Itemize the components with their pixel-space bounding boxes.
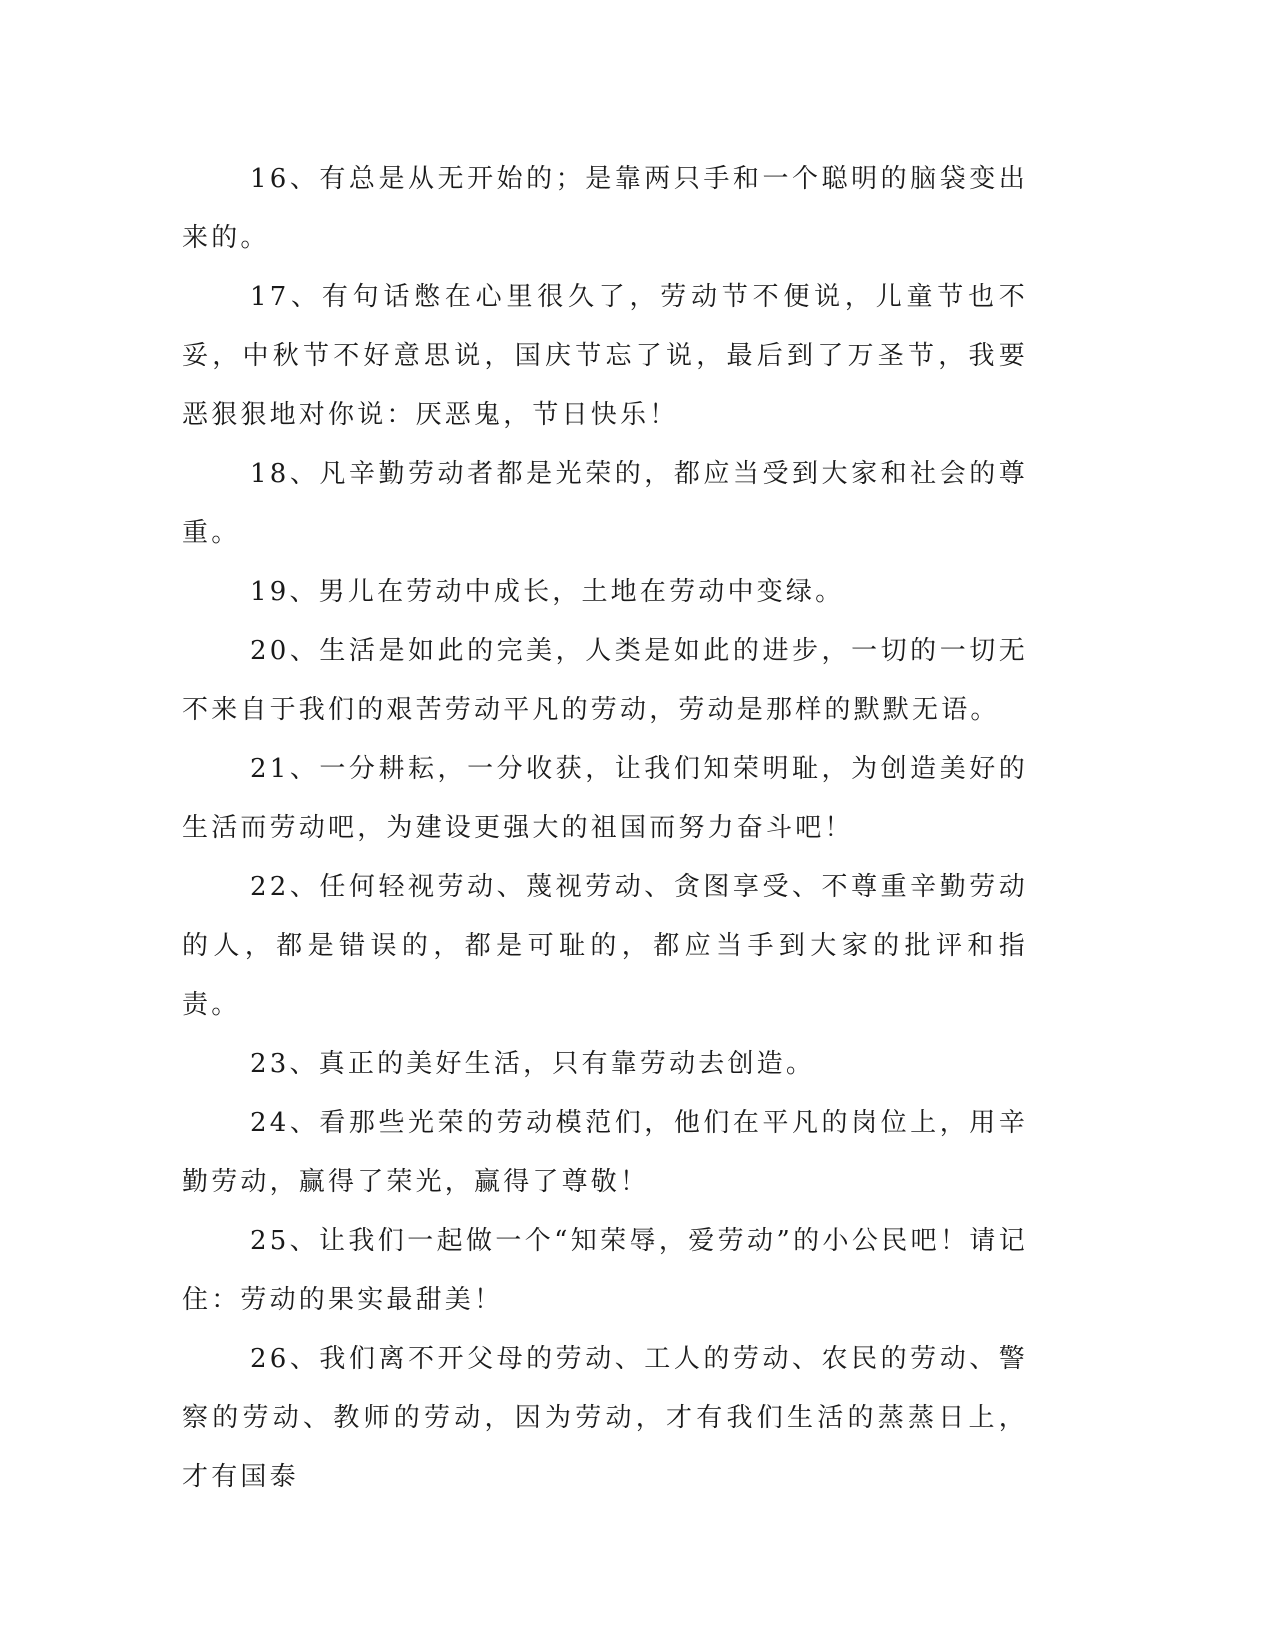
paragraph-21: 21、一分耕耘，一分收获，让我们知荣明耻，为创造美好的生活而劳动吧，为建设更强大的祖国而努力奋斗吧！	[182, 754, 1028, 843]
paragraph-26: 26、我们离不开父母的劳动、工人的劳动、农民的劳动、警察的劳动、教师的劳动，因为劳动，才有我们生活的蒸蒸日上，才有国泰	[182, 1344, 1028, 1492]
body-text	[182, 150, 1028, 1507]
paragraph-20: 20、生活是如此的完美，人类是如此的进步，一切的一切无不来自于我们的艰苦劳动平凡的劳动，劳动是那样的默默无语。	[182, 636, 1028, 725]
paragraph-22: 22、任何轻视劳动、蔑视劳动、贪图享受、不尊重辛勤劳动的人，都是错误的，都是可耻的，都应当手到大家的批评和指责。	[182, 872, 1028, 1020]
paragraph-17: 17、有句话憋在心里很久了，劳动节不便说，儿童节也不妥，中秋节不好意思说，国庆节忘了说，最后到了万圣节，我要恶狠狠地对你说：厌恶鬼，节日快乐！	[182, 282, 1028, 430]
paragraph-16: 16、有总是从无开始的；是靠两只手和一个聪明的脑袋变出来的。	[182, 164, 1028, 253]
paragraph-18: 18、凡辛勤劳动者都是光荣的，都应当受到大家和社会的尊重。	[182, 459, 1028, 548]
paragraph-25: 25、让我们一起做一个“知荣辱，爱劳动”的小公民吧！请记住：劳动的果实最甜美！	[182, 1226, 1028, 1315]
paragraph-19: 19、男儿在劳动中成长，土地在劳动中变绿。	[250, 577, 845, 607]
paragraph-23: 23、真正的美好生活，只有靠劳动去创造。	[250, 1049, 816, 1079]
paragraph-24: 24、看那些光荣的劳动模范们，他们在平凡的岗位上，用辛勤劳动，赢得了荣光，赢得了尊敬！	[182, 1108, 1028, 1197]
